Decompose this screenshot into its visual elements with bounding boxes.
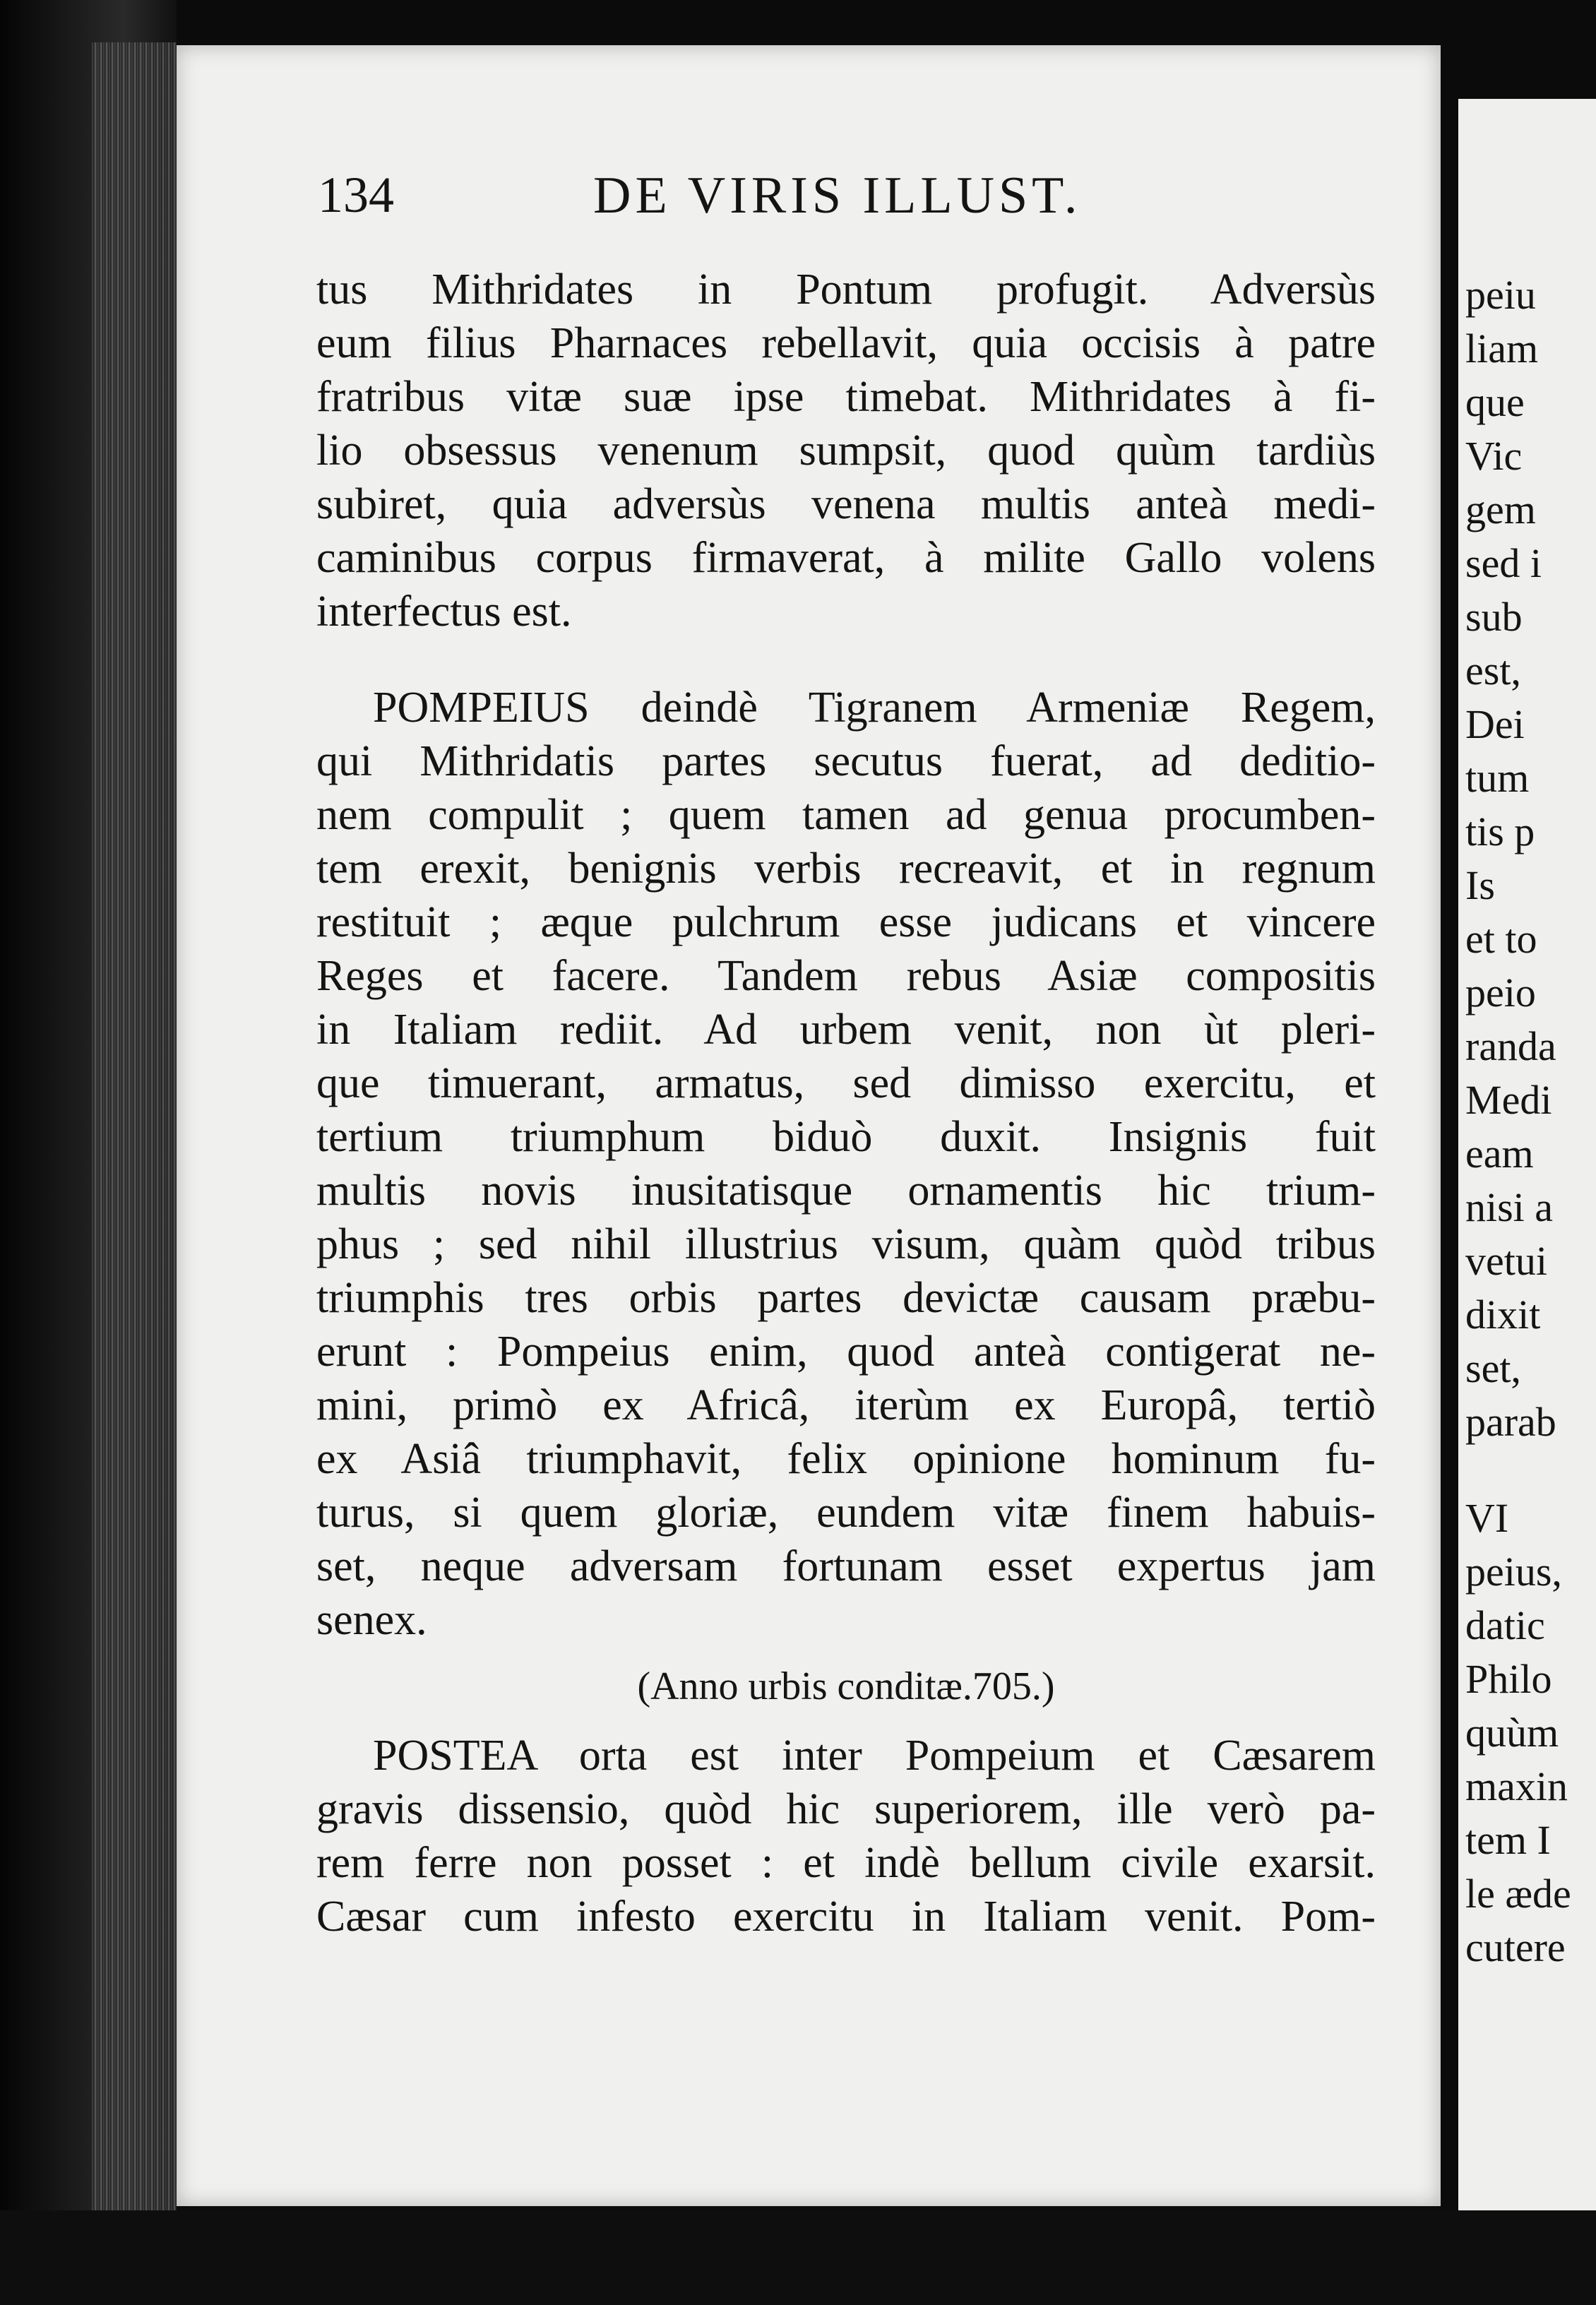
text-line: Reges et facere. Tandem rebus Asiæ compositis [316,952,1376,1000]
text-line: gem [1465,487,1536,532]
page-edges [92,42,177,2210]
text-line: turus, si quem gloriæ, eundem vitæ finem habuis- [316,1489,1376,1537]
text-line: caminibus corpus firmaverat, à milite Gallo volens [316,534,1376,582]
text-line: tem erexit, benignis verbis recreavit, et in regnum [316,845,1376,893]
text-line: sed i [1465,540,1542,586]
text-line: vetui [1465,1238,1547,1284]
text-line: tus Mithridates in Pontum profugit. Adversùs [316,266,1376,314]
text-line: senex. [316,1596,427,1644]
text-line: liam [1465,326,1539,371]
paragraph-pompeius [316,681,1376,1647]
text-line: nisi a [1465,1184,1554,1230]
page-header [318,166,1377,244]
text-line: quùm [1465,1710,1559,1756]
text-line: subiret, quia adversùs venena multis anteà medi- [316,480,1376,528]
text-line: VI [1465,1495,1509,1541]
page-number: 134 [318,167,394,223]
text-line: cutere [1465,1924,1566,1970]
text-line: multis novis inusitatisque ornamentis hic trium- [316,1167,1376,1215]
text-line: lio obsessus venenum sumpsit, quod quùm tardiùs [316,427,1376,475]
text-line: phus ; sed nihil illustrius visum, quàm quòd tribus [316,1220,1376,1268]
text-line: ex Asiâ triumphavit, felix opinione hominum fu- [316,1435,1376,1483]
text-line: fratribus vitæ suæ ipse timebat. Mithridates à fi- [316,373,1376,421]
paragraph-mithridates [316,263,1376,638]
text-line: set, [1465,1345,1521,1391]
text-line: Is [1465,862,1495,908]
text-line: que timuerant, armatus, sed dimisso exercitu, et [316,1059,1376,1107]
text-line: interfectus est. [316,588,572,636]
scan-background [0,2210,1596,2305]
text-line: le æde [1465,1871,1571,1917]
book-spine [0,0,177,2305]
text-line: nem compulit ; quem tamen ad genua procumben- [316,791,1376,839]
paragraph-postea [316,1729,1376,1943]
text-line: tis p [1465,809,1535,854]
text-line: gravis dissensio, quòd hic superiorem, ille verò pa- [316,1785,1376,1833]
text-line: maxin [1465,1763,1568,1809]
text-line: in Italiam rediit. Ad urbem venit, non ùt pleri- [316,1006,1376,1054]
text-line: peiu [1465,272,1536,318]
text-line: dixit [1465,1292,1541,1338]
body-text [316,263,1376,1943]
text-line: est, [1465,648,1521,693]
text-line: tertium triumphum biduò duxit. Insignis fuit [316,1113,1376,1161]
text-line: Philo [1465,1656,1552,1702]
text-line: Vic [1465,433,1523,479]
text-line: mini, primò ex Africâ, iterùm ex Europâ, tertiò [316,1381,1376,1429]
text-line: set, neque adversam fortunam esset expertus jam [316,1542,1376,1590]
text-line: Cæsar cum infesto exercitu in Italiam venit. Pom- [316,1893,1376,1941]
text-line: parab [1465,1399,1556,1445]
text-line: peio [1465,970,1536,1015]
text-line: triumphis tres orbis partes devictæ causam præbu- [316,1274,1376,1322]
text-line: restituit ; æque pulchrum esse judicans et vincere [316,898,1376,946]
text-line: tum [1465,755,1530,801]
date-line: (Anno urbis conditæ.705.) [637,1664,1055,1708]
text-line: rem ferre non posset : et indè bellum civile exarsit. [316,1839,1376,1887]
text-line: qui Mithridatis partes secutus fuerat, ad deditio- [316,737,1376,785]
text-line: eum filius Pharnaces rebellavit, quia occisis à patre [316,319,1376,367]
text-line: erunt : Pompeius enim, quod anteà contigerat ne- [316,1328,1376,1376]
text-line: Medi [1465,1077,1552,1123]
text-line: Dei [1465,701,1525,747]
text-line: datic [1465,1602,1545,1648]
text-line: randa [1465,1023,1556,1069]
text-line: eam [1465,1131,1534,1177]
text-line: POMPEIUS deindè Tigranem Armeniæ Regem, [373,684,1376,732]
text-line: et to [1465,916,1537,962]
text-line: tem I [1465,1817,1551,1863]
text-line: que [1465,379,1525,425]
right-page-text-fragment [1465,268,1596,1975]
text-line: sub [1465,594,1523,640]
running-head: DE VIRIS ILLUST. [593,167,1082,225]
text-line: peius, [1465,1549,1562,1595]
text-line: POSTEA orta est inter Pompeium et Cæsarem [373,1732,1376,1780]
